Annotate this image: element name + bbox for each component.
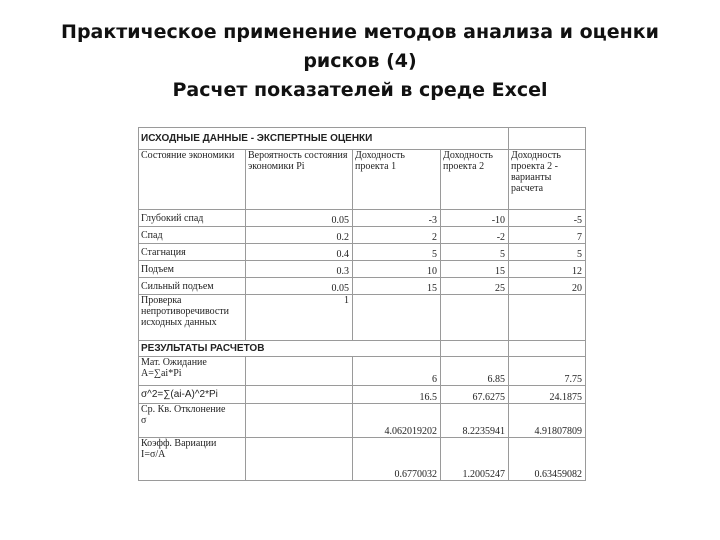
probability-cell: 0.05 [246, 278, 353, 295]
expectation-value-3: 7.75 [509, 357, 586, 386]
section-results-title: РЕЗУЛЬТАТЫ РАСЧЕТОВ [139, 341, 441, 357]
variance-value-3: 24.1875 [509, 386, 586, 404]
cv-value-1: 0.6770032 [353, 438, 441, 481]
state-cell: Глубокий спад [139, 210, 246, 227]
cv-label-title: Коэфф. Вариации [141, 438, 217, 449]
empty-cell [509, 295, 586, 341]
return-1-cell: -3 [353, 210, 441, 227]
expectation-formula: A=∑ai*Pi [141, 368, 182, 379]
empty-cell [441, 295, 509, 341]
return-3-cell: 5 [509, 244, 586, 261]
empty-cell [246, 386, 353, 404]
variance-value-2: 67.6275 [441, 386, 509, 404]
result-row-std [139, 404, 586, 438]
std-value-3: 4.91807809 [509, 404, 586, 438]
column-header-probability: Вероятность состояния экономики Pi [246, 150, 353, 210]
title-line-3: Расчет показателей в среде Excel [172, 79, 548, 101]
slide-title [40, 18, 680, 105]
cv-value-3: 0.63459082 [509, 438, 586, 481]
return-1-cell: 15 [353, 278, 441, 295]
table-row [139, 210, 586, 227]
std-value-2: 8.2235941 [441, 404, 509, 438]
empty-cell [509, 128, 586, 150]
result-row-variance [139, 386, 586, 404]
column-header-return-1: Доходность проекта 1 [353, 150, 441, 210]
result-row-cv [139, 438, 586, 481]
variance-formula: σ^2=∑(ai-A)^2*Pi [139, 386, 246, 404]
expectation-value-1: 6 [353, 357, 441, 386]
return-2-cell: 25 [441, 278, 509, 295]
empty-cell [246, 404, 353, 438]
std-label-title: Ср. Кв. Отклонение [141, 404, 226, 415]
empty-cell [509, 341, 586, 357]
std-value-1: 4.062019202 [353, 404, 441, 438]
empty-cell [353, 295, 441, 341]
table-row [139, 261, 586, 278]
title-line-1: Практическое применение методов анализа и оценки [61, 21, 659, 43]
check-value: 1 [246, 295, 353, 341]
expectation-label-title: Мат. Ожидание [141, 357, 207, 368]
table-row [139, 227, 586, 244]
expectation-value-2: 6.85 [441, 357, 509, 386]
std-label [139, 404, 246, 438]
state-cell: Подъем [139, 261, 246, 278]
empty-cell [441, 341, 509, 357]
return-2-cell: 5 [441, 244, 509, 261]
cv-value-2: 1.2005247 [441, 438, 509, 481]
return-1-cell: 2 [353, 227, 441, 244]
return-3-cell: 20 [509, 278, 586, 295]
return-2-cell: -2 [441, 227, 509, 244]
check-label: Проверка непротиворечивости исходных данных [139, 295, 246, 341]
return-2-cell: 15 [441, 261, 509, 278]
cv-label [139, 438, 246, 481]
return-1-cell: 10 [353, 261, 441, 278]
probability-cell: 0.2 [246, 227, 353, 244]
state-cell: Сильный подъем [139, 278, 246, 295]
return-1-cell: 5 [353, 244, 441, 261]
column-header-return-2: Доходность проекта 2 [441, 150, 509, 210]
column-header-row [139, 150, 586, 210]
probability-cell: 0.3 [246, 261, 353, 278]
section-input-title: ИСХОДНЫЕ ДАННЫЕ - ЭКСПЕРТНЫЕ ОЦЕНКИ [139, 128, 509, 150]
empty-cell [246, 438, 353, 481]
state-cell: Спад [139, 227, 246, 244]
state-cell: Стагнация [139, 244, 246, 261]
variance-value-1: 16.5 [353, 386, 441, 404]
column-header-return-2-variant: Доходность проекта 2 - варианты расчета [509, 150, 586, 210]
cv-formula: I=σ/A [141, 449, 166, 460]
section-header-row [139, 128, 586, 150]
empty-cell [246, 357, 353, 386]
return-3-cell: -5 [509, 210, 586, 227]
table-row [139, 278, 586, 295]
table-row [139, 244, 586, 261]
probability-cell: 0.4 [246, 244, 353, 261]
expectation-label [139, 357, 246, 386]
check-row [139, 295, 586, 341]
probability-cell: 0.05 [246, 210, 353, 227]
return-3-cell: 12 [509, 261, 586, 278]
std-formula: σ [141, 415, 147, 426]
return-2-cell: -10 [441, 210, 509, 227]
column-header-state: Состояние экономики [139, 150, 246, 210]
spreadsheet-table [138, 127, 586, 481]
section-header-row [139, 341, 586, 357]
title-line-2: рисков (4) [303, 50, 417, 72]
result-row-expectation [139, 357, 586, 386]
return-3-cell: 7 [509, 227, 586, 244]
